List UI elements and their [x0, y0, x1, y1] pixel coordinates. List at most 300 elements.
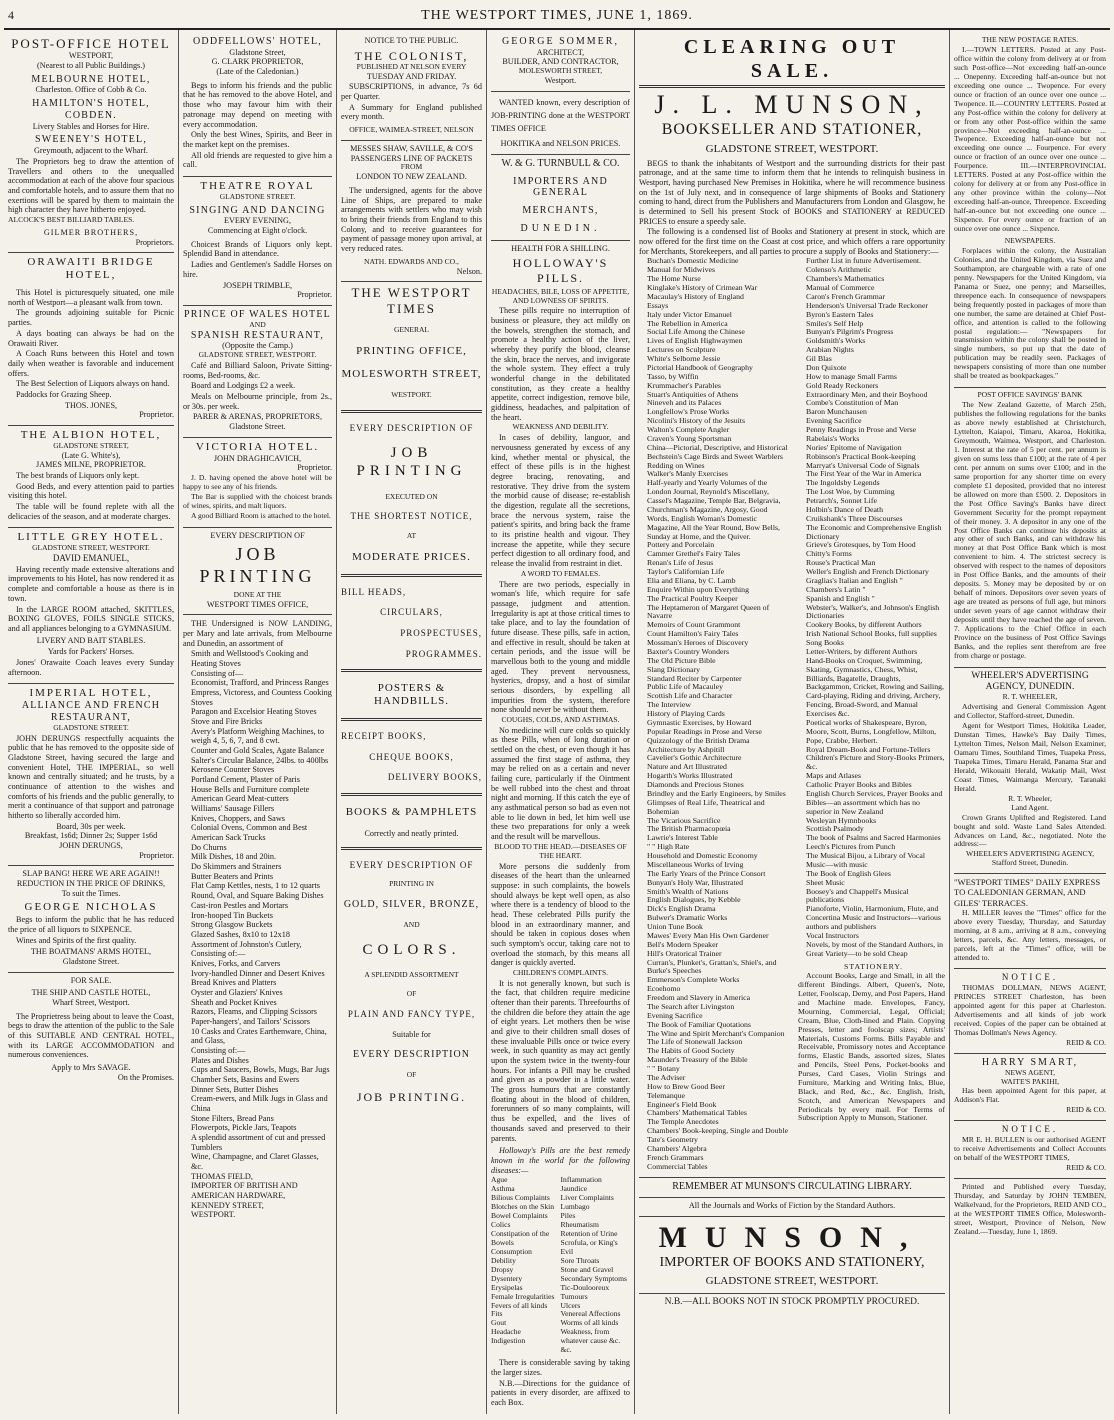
disease-item: Ague [491, 1175, 508, 1185]
column-5 [635, 30, 950, 1414]
ad-line: PROGRAMMES. [405, 648, 482, 659]
ad-body: H. MILLER leaves the "Times" office for the above every Tuesday, Thursday, and Saturday morning, at 8 a.m., arriving at 8 a.m., conveying letters, parcels, &c. Any letters, messages, or parcels, left at the "Times" office, will be attended to. [954, 907, 1106, 962]
ad-heading: PRINCE OF WALES HOTEL [184, 308, 331, 320]
ad-daily-express [954, 874, 1106, 969]
list-item: Knives, Choppers, and Saws [191, 813, 285, 823]
list-item: Empress, Victoress, and Countess Cooking Stoves [191, 688, 332, 707]
list-item: Portland Cement, Plaster of Paris [191, 775, 300, 785]
book-list-right-wrap [794, 257, 945, 1171]
ad-munson-importer [639, 1217, 945, 1294]
ad-body: No medicine will cure colds so quickly as these Pills, when of long duration or settled on the chest, or even though it has assumed the first stage of asthma, they may be relied on as a certain and never failing cure, particularly if the Ointment be well rubbed into the chest and throat night and morning. If this catch the eye of any asthmatical person so bad as even not able to lie down in bed, let him well use these two preparations for only a week and the result will be marvellous. [491, 725, 630, 842]
ad-line: SLAP BANG! HERE WE ARE AGAIN!! [22, 869, 160, 879]
list-item: Assortment of Johnston's Cutlery, Consisting of:— [191, 939, 302, 959]
book-item: Children's Picture and Story-Books Primers, &c. [806, 753, 945, 772]
ad-line: DUNEDIN. [520, 222, 601, 234]
book-item: Gymnastic Exercises, by Howard [647, 717, 752, 727]
book-item: " " Botany [647, 1064, 680, 1074]
book-item: Stuart's Antiquities of Athens [647, 389, 739, 399]
book-item: Webster's, Walker's, and Johnson's English Dictionaries [806, 602, 940, 621]
ad-line: EVERY DESCRIPTION OF [349, 859, 474, 870]
ad-signature: THOS. JONES, [64, 400, 118, 410]
ad-line: EXECUTED ON [385, 491, 438, 501]
ad-heading: WHEELER'S ADVERTISING AGENCY, DUNEDIN. [971, 670, 1089, 693]
book-item: Nicolini's History of the Jesuits [647, 416, 745, 426]
ad-body: THOMAS DOLLMAN, NEWS AGENT, PRINCES STREET Charleston, has been appointed agent for this paper at Charleston. Advertisements and all kinds of job work received. Copies of the paper can be obtained at Thomas Dollman's News Agency. [954, 983, 1106, 1037]
disease-item: Dropsy [491, 1264, 514, 1274]
disease-item: Bowel Complaints [491, 1211, 548, 1220]
ad-body: N.B.—Directions for the guidance of patients in every disorder, are affixed to each Box. [491, 1378, 630, 1407]
book-item: Taylor's Californian Life [647, 567, 725, 577]
book-item: Boosey's and Chappell's Musical publications [806, 886, 909, 905]
ad-line: Board, 30s per week. [56, 821, 126, 831]
list-item: Chamber Sets, Basins and Ewers [191, 1074, 300, 1084]
ad-heading: THE COLONIST, [354, 48, 469, 63]
ad-line: G. CLARK PROPRIETOR, [211, 57, 304, 67]
ad-harry-smart [954, 1054, 1106, 1122]
ad-line: MOLESWORTH STREET, [518, 66, 603, 76]
ad-line: GLADSTONE STREET, [53, 440, 129, 450]
ad-body: The best brands of Liquors only kept. [16, 471, 140, 481]
book-item: Holbin's Dance of Death [806, 504, 883, 514]
ad-heading: GEORGE SOMMER, [502, 36, 619, 47]
ad-body: Jones' Orawaite Coach leaves every Sunday afternoon. [8, 657, 174, 677]
book-item: Krummacher's Parables [647, 380, 721, 390]
book-item: Kinglake's History of Crimean War [647, 283, 758, 293]
list-item: Do Churns [191, 842, 227, 852]
list-item: Stove and Fire Bricks [191, 717, 263, 727]
list-item: Do Skimmers and Strainers [191, 862, 282, 872]
book-item: The Adviser [647, 1072, 686, 1082]
ad-munson-library [639, 1178, 945, 1199]
book-item: Robinson's Practical Book-keeping [806, 451, 916, 461]
ad-for-sale [8, 973, 174, 1088]
book-item: Chambers's Mathematics [806, 274, 885, 284]
ad-body: Choicest Brands of Liquors only kept. Splendid Band in attendance. [183, 239, 332, 259]
ad-body: The table will be found replete with all the delicacies of the season, and at moderate charges. [8, 502, 174, 521]
book-item: Emmerson's Complete Works [647, 975, 740, 985]
ad-line: Westport. [544, 75, 577, 85]
notice-dollman [954, 969, 1106, 1053]
list-item: Strong Glasgow Buckets [191, 920, 273, 930]
book-item: Weller's English and French Dictionary [806, 567, 929, 577]
list-item: Dinner Sets, Butter Dishes [191, 1084, 279, 1094]
book-item: Letter-Writers, by different Authors [806, 646, 918, 656]
list-item: Razors, Fleams, and Clipping Scissors [191, 1007, 317, 1017]
ad-body: Ladies and Gentlemen's Saddle Horses on hire. [183, 260, 332, 279]
ad-job-printing [183, 528, 332, 616]
ad-line: EVERY EVENING, [223, 216, 291, 226]
list-item: Paragon and Excelsior Heating Stoves [191, 707, 317, 717]
book-item: Catholic Prayer Books and Bibles [806, 780, 912, 790]
ad-body: Café and Billiard Saloon, Private Sitting-rooms, Bed-rooms, &c. [183, 360, 332, 380]
ad-body: J. D. having opened the above hotel will be happy to see any of his friends. [183, 472, 332, 491]
list-item: Ivory-handled Dinner and Desert Knives [191, 968, 325, 978]
book-item: Social Life Among the Chinese [647, 327, 745, 337]
list-item: American Sack Trucks [191, 833, 266, 843]
ad-holloways-pills [491, 241, 630, 1414]
ad-heading: VICTORIA HOTEL. [195, 440, 320, 453]
ad-heading: POST OFFICE SAVINGS' BANK [977, 390, 1083, 400]
disease-item: Rheumatism [560, 1219, 599, 1229]
ad-line: EVERY DESCRIPTION OF [210, 530, 305, 540]
disease-item: Indigestion [491, 1336, 526, 1346]
ad-body: Agent for Westport Times, Hokitika Leader, Dunstan Times, Hawke's Bay Daily Times, Lyttelton Times, Nelson Mail, Nelson Examiner, Oamaru Times, Southland Times, Tuapeka Press, Tuapeka Times, Timaru Herald, Panama Star and Herald, Wikouaiti Herald, Wakatip Mail, West Coast Times, Waimanga Mercury, Taranaki Herald. [954, 721, 1106, 793]
book-item: Gold Ready Reckoners [806, 380, 879, 390]
book-item: Baxter's Country Wonders [647, 646, 730, 656]
disease-item: Weakness, from whatever cause &c. &c. [560, 1327, 621, 1355]
book-item: The Early Years of the Prince Consort [647, 868, 766, 878]
ad-heading: GEORGE NICHOLAS [24, 901, 158, 914]
list-item: Smith and Wellstood's Cooking and Heating Stoves [191, 649, 309, 669]
book-item: Macaulay's History of England [647, 291, 744, 301]
ad-line: GLADSTONE STREET. [53, 722, 129, 732]
ad-heading: ALLIANCE AND FRENCH [21, 700, 161, 712]
ad-line: LIVERY AND BAIT STABLES. [36, 635, 146, 645]
list-item: KENNEDY STREET, [191, 1200, 264, 1210]
ad-line: THE BOATMANS' ARMS HOTEL, [30, 947, 152, 957]
list-item: Counter and Gold Scales, Agate Balance [191, 746, 325, 756]
ad-signature: JOHN DERUNGS, [59, 841, 123, 850]
ad-body: It is not generally known, but such is the fact, that children require medicine oftener than their parents. Threefourths of the children die before they attain the age of eight years. Let mothers then be wise and give to their children small doses of these invaluable Pills once or twice every week, in such quantity as may act gently upon the system twice in the twenty-four hours. For infants a Pill may be crushed and given as a powder in a little water. The gross humours that are constantly floating about in the blood of children, forerunners of so many complaints, will thus be expelled, and the lives of thousands saved and preserved to their parents. [491, 978, 630, 1143]
ad-heading: FOR SALE. [70, 975, 112, 985]
ad-role: Proprietor. [297, 463, 332, 473]
book-item: How to Brew Good Beer [647, 1081, 725, 1091]
ad-wheelers-agency [954, 668, 1106, 875]
book-item: The Wine and Spirit Merchant's Companion [647, 1028, 785, 1038]
ad-line: (Late of the Caledonian.) [216, 67, 299, 77]
ad-line: Gladstone Street, [229, 47, 286, 57]
ad-body: The grounds adjoining suitable for Picnic parties. [8, 308, 174, 328]
book-item: China—Pictorial, Descriptive, and Historical [647, 442, 788, 452]
ad-wanted [491, 92, 630, 155]
ad-signature: REID & CO. [1066, 1105, 1106, 1115]
ad-line: GLADSTONE STREET, WESTPORT. [198, 350, 317, 360]
ad-body: Only the best Wines, Spirits, and Beer in the market kept on the premises. [183, 130, 332, 149]
ad-body: The following is a condensed list of Books and Stationery at present in stock, which are now offered for the first time on the Coast at cost price, and which offers a rare opportunity for Merchants, Storekeepers, and all parties to procure a supply of Books and Stationery:— [639, 227, 945, 256]
list-item: Wine, Champagne, and Claret Glasses, &c. [191, 1152, 319, 1171]
ad-line: Breakfast, 1s6d; Dinner 2s; Supper 1s6d [24, 831, 158, 841]
book-item: Quizzology of the British Drama [647, 735, 750, 745]
disease-item: Lumbago [560, 1202, 590, 1212]
list-item: Oyster and Glaziers' Knives [191, 987, 283, 997]
ad-body: The Proprietors beg to draw the attention of Travellers and others to the unequalled accommodation at each of the above four spacious and comfortable hotels, and to assure them that no exertions will be spared by them to maintain the high character they have hitherto enjoyed. [8, 156, 174, 215]
ad-line: Greymouth, adjacent to the Wharf. [34, 146, 148, 156]
list-item: Economist, Trafford, and Princess Ranges [191, 678, 329, 688]
ad-signature: GILMER BROTHERS, [43, 227, 139, 237]
book-item: Walker's Manly Exercises [647, 469, 728, 479]
ad-line: EVERY DESCRIPTION OF [349, 422, 474, 433]
ad-body: Having recently made extensive alterations and improvements to his Hotel, has now rendered it as complete and comfortable a house as there is in town. [8, 564, 174, 603]
book-item: Leech's Pictures from Punch [806, 842, 896, 852]
list-item: Iron-hooped Tin Buckets [191, 910, 273, 920]
page-number: 4 [8, 8, 14, 22]
ad-munson-nb [639, 1294, 945, 1313]
disease-column [491, 1176, 561, 1355]
book-item: The Life of Stonewall Jackson [647, 1037, 743, 1047]
ad-body: A Coach Runs between this Hotel and town daily when weather is favorable and inducement offers. [8, 349, 174, 378]
book-item: Tasso, by Wiffin [647, 371, 699, 381]
ad-colonist [341, 33, 482, 141]
ad-line: JOHN DRAGHICAVICH, [213, 453, 302, 463]
ad-heading: MUNSON, [658, 1221, 926, 1255]
ad-line: BOOKS & PAMPHLETS [345, 806, 478, 819]
book-item: The First Year of the War in America [806, 469, 922, 479]
book-item: Miscellaneous Works of Irving [647, 859, 744, 869]
book-item: Chambers's Latin " [806, 584, 866, 594]
ad-line: Gladstone Street. [62, 957, 120, 967]
ad-body: This Hotel is picturesquely situated, one mile north of Westport—a pleasant walk from town. [8, 288, 174, 307]
book-item: Lawrie's Interest Table [647, 833, 718, 843]
book-item: Arabian Nights [806, 345, 854, 355]
disease-item: Erysipelas [491, 1282, 523, 1292]
ad-subheading: BLOOD TO THE HEAD.—DISEASES OF THE HEART. [494, 841, 627, 860]
column-4 [487, 30, 635, 1414]
book-item: Curran's, Plunket's, Grattan's, Shiel's, and Burke's Speeches [647, 957, 777, 976]
ad-line: GLADSTONE STREET, WESTPORT. [32, 543, 150, 553]
book-item: Essays [647, 300, 669, 310]
book-item: Scottish Psalmody [806, 824, 864, 834]
book-item: Marryat's Universal Code of Signals [806, 460, 920, 470]
book-item: The Vicarious Sacrifice [647, 815, 721, 825]
disease-item: Tic-Doulooreux [560, 1282, 610, 1292]
ad-heading: THEATRE ROYAL [200, 179, 315, 192]
ad-line: R. T. WHEELER, [1002, 692, 1058, 702]
book-item: Spanish and English " [806, 593, 875, 603]
book-item: Graglias's Italian and English " [806, 575, 903, 585]
ad-line: N.B.—ALL BOOKS NOT IN STOCK PROMPTLY PROCURED. [664, 1296, 920, 1307]
ad-body: Begs to inform his friends and the public that he has removed to the above Hotel, and those who may favour him with their patronage may depend on meeting with every accommodation. [183, 80, 332, 129]
ad-line: BUILDER, AND CONTRACTOR, [502, 57, 619, 67]
ad-heading: BOOKSELLER AND STATIONER, [661, 120, 923, 138]
ad-body: Crown Grants Uplifted and Registered. Land bought and sold. Waste Land Sales Attended. Advances on Land, &c., negotiated. Note the address:— [954, 812, 1106, 849]
disease-item: Blotches on the Skin [491, 1202, 555, 1212]
ad-body: The Bar is supplied with the choicest brands of wines, spirits, and malt liquors. [183, 491, 332, 510]
book-item: The Old Picture Bible [647, 655, 716, 665]
ad-theatre-royal [183, 177, 332, 306]
ad-subheading: WEAKNESS AND DEBILITY. [512, 422, 609, 432]
ad-line: AND [403, 919, 420, 929]
disease-item: Stone and Gravel [560, 1264, 614, 1274]
book-item: Scottish Life and Character [647, 691, 733, 701]
ad-line: AT [406, 531, 417, 540]
book-item: Baron Munchausen [806, 407, 867, 417]
ad-heading: SPANISH RESTAURANT, [190, 329, 325, 341]
book-item: Dick's English Drama [647, 904, 716, 914]
disease-item: Ulcers [560, 1300, 581, 1310]
ad-heading: J. L. MUNSON, [654, 90, 930, 120]
book-item: Architecture by Ashpitill [647, 744, 725, 754]
book-item: The Heptameron of Margaret Queen of Navarre [647, 602, 770, 621]
ad-line: DELIVERY BOOKS, [387, 772, 482, 783]
book-item: Public Life of Macauley [647, 682, 723, 692]
book-item: Bell's Modern Speaker [647, 939, 719, 949]
book-item: Grieve's Grotesques, by Tom Hood [806, 540, 916, 550]
book-item: Tate's Geometry [647, 1135, 698, 1145]
disease-item: Colics [491, 1219, 511, 1229]
ad-body: There is considerable saving by taking the larger sizes. [491, 1358, 630, 1377]
book-item: The Habits of Good Society [647, 1046, 735, 1056]
book-item: Longfellow's Prose Works [647, 407, 730, 417]
list-item: Plates and Dishes [191, 1055, 249, 1065]
ad-heading: HARRY SMART, [981, 1056, 1079, 1068]
book-item: Half-yearly and Yearly Volumes of the London Journal, Reynold's Miscellany, Cassel's Magazine, Temple Bar, Belgravia, Churchman's Magazine, Argosy, Good Words, English Woman's Domestic Magazine, All the Year Round, Bow Bells, Sunday at Home, and the Quiver. [647, 478, 781, 541]
book-item: Royal Dream-Book and Fortune-Tellers [806, 744, 931, 754]
ad-line: PLAIN AND FANCY TYPE, [347, 1009, 476, 1020]
book-item: Gil Blas [806, 354, 832, 364]
book-item: Lives of English Highwaymen [647, 336, 743, 346]
book-item: Extraordinary Men, and their Boyhood [806, 389, 928, 399]
book-item: Byron's Eastern Tales [806, 309, 874, 319]
list-item: IMPORTER OF BRITISH AND AMERICAN HARDWARE, [191, 1181, 298, 1200]
ad-body: There are two periods, especially in woman's life, which require for safe passage, judgment and attention. Irregularity is apt at those critical times to take place, and to lay the foundation of future disease. These pills, safe in action, and effective in result, should be taken at certain periods, and the issue will be marvellous both to the young and middle aged. They prevent nervousness, hysterics, dropsy, and a host of similar serious disorders, by expelling all impurities from the system, therefore none should never be without them. [491, 579, 630, 715]
book-list-left [639, 257, 790, 1171]
list-item: 10 Casks and Crates Earthenware, China, and Glass, [191, 1026, 327, 1046]
book-item: Pottery and Porcelain [647, 540, 715, 550]
ad-line: HEALTH FOR A SHILLING. [511, 243, 610, 253]
book-item: Evening Sacrifice [647, 1010, 703, 1020]
ad-line: NOTICE TO THE PUBLIC. [364, 36, 459, 45]
book-item: Combe's Constitution of Man [806, 398, 899, 408]
list-item: Knives, Forks, and Carvers [191, 958, 281, 968]
ad-line: POSTERS & HANDBILLS. [373, 682, 450, 708]
book-item: The Lost Woe, by Cumming [806, 487, 895, 497]
ad-line: Livery Stables and Horses for Hire. [32, 121, 150, 131]
ad-line: EVERY DESCRIPTION [353, 1049, 470, 1061]
column-2 [179, 30, 337, 1414]
book-item: Don Quixote [806, 362, 847, 372]
ad-heading: NOTICE. [1001, 972, 1059, 983]
ad-heading: ODDFELLOWS' HOTEL, [193, 36, 322, 47]
book-item: Household and Domestic Economy [647, 851, 758, 861]
ad-line: MODERATE PRICES. [352, 550, 471, 563]
book-item: Henderson's Universal Trade Reckoner [806, 300, 929, 310]
ad-albion-hotel [8, 426, 174, 529]
disease-item: Venereal Affections [560, 1309, 621, 1319]
ad-role: Land Agent. [1011, 802, 1049, 812]
ad-line: Wharf Street, Westport. [52, 998, 130, 1008]
list-item: Glazed Sashes, 8x10 to 12x18 [191, 929, 290, 939]
list-item: Flat Camp Kettles, nests, 1 to 12 quarts [191, 881, 320, 891]
disease-item: Asthma [491, 1184, 515, 1194]
book-item: Mawes' Every Man His Own Gardener [647, 930, 769, 940]
ad-line: Stafford Street, Dunedin. [991, 858, 1069, 868]
list-item: THOMAS FIELD, [191, 1171, 253, 1181]
list-item: Consisting of— [191, 668, 244, 678]
book-item: English Dialogues, by Kebble [647, 895, 741, 905]
disease-item: Bilious Complaints [491, 1193, 550, 1203]
book-item: Penny Readings in Prose and Verse [806, 425, 917, 435]
book-item: Song Books [806, 638, 844, 648]
book-item: Elia and Eliana, by C. Lamb [647, 575, 736, 585]
ad-body: In cases of debility, languor, and nervousness generated by excess of any kind, whether mental or physical, the effect of these pills is in the highest degree bracing, renovating, and restorative. They drive from the system the morbid cause of disease; re-establish the digestion, regulate all the secretions, brace the nervous system, raise the patient's spirits, and bring back the frame to its pristine health and vigour. They increase the appetite, while they secure perfect digestion to all ordinary food, and release the invalid from restraint in diet. [491, 433, 630, 568]
book-item: Cookery Books, by different Authors [806, 620, 922, 630]
ad-turnbull [491, 155, 630, 241]
ad-line: ALCOCK'S BEST BILLIARD TABLES. [8, 214, 135, 224]
ad-body: Account Books, Large and Small, in all the different Bindings. Albert, Queen's, Note, Letter, Foolscap, Demy, and Post Papers, Hand and Machine made. Envelopes, Fancy, Mourning, Commercial, Legal, Official; Cream, Blue, Cloth-lined and Plain. Copying Presses, letter and foolscap sizes; Artists' Materials, Customs Forms. Bills Payable and Receivable, Promissory notes and Acceptance forms, Elastic Bands, assorted sizes, Slates and Pencils, Steel Pens, Pocket-books and Purses, Card Cases, Violin Strings and Furniture, Marking and Writing Inks, Blue, Black, and Red, &c., &c. English, Irish, Scotch, and American Newspapers and Periodicals by every mail. For Terms of Subscription Apply to Munson, Stationer. [798, 971, 945, 1123]
ad-subheading: A WORD TO FEMALES. [520, 568, 601, 578]
ad-body: These pills require no interruption of business or pleasure, they act mildly on the bowels, strengthen the stomach, and promote a healthy action of the liver, whereby they purify the blood, cleanse the skin, brace the nerves, and invigorate the whole system. They effect a truly wonderful change in the debilitated constitution, as they create a healthy appetite, correct indigestion, remove bile, giddiness, headaches, and palpitation of the heart. [491, 306, 630, 422]
ad-subheading: CHILDREN'S COMPLAINTS. [512, 967, 609, 977]
ad-heading: IMPERIAL HOTEL, [29, 687, 153, 700]
ad-body: BEGS to thank the inhabitants of Westport and the surrounding districts for their past patronage, and at the same time to inform them that he intends to relinquish business in Westport, having purchased New Premises in Hokitika, where he will recommence business on the 1st of July next, and in consequence of large shipments of Books and Stationery coming to hand, direct from the Publishers and Manufacturers from London and Glasgow, he is determined to Sell his present Stock of BOOKS and STATIONERY at REDUCED PRICES to ensure a speedy sale. [639, 158, 945, 226]
ad-heading: JOB PRINTING [199, 544, 316, 586]
ad-body: JOHN DERUNGS respectfully acquaints the public that he has removed to the opposite side of Gladstone Street, having secured the large and convenient Hotel, THE IMPERIAL, so well known and centrally situated; and he trusts, by a continuance of attention to the wishes and comforts of his friends and the public generally, to merit a continuance of that support and patronage hitherto so liberally accorded him. [8, 733, 174, 820]
book-item: Commercial Tables [647, 1161, 708, 1171]
book-item: Telemanque [647, 1090, 685, 1100]
newspaper-page [4, 4, 1110, 1416]
ad-line: THE SHORTEST NOTICE, [350, 511, 473, 522]
book-item: Hill's Oratorical Trainer [647, 948, 722, 958]
ad-body: Good Beds, and every attention paid to parties visiting this hotel. [8, 481, 174, 501]
ad-line: FROM [400, 162, 423, 172]
book-item: Irish National School Books, full supplies [806, 629, 937, 639]
book-item: The book of Psalms and Sacred Harmonies [806, 833, 941, 843]
book-item: Freedom and Slavery in America [647, 993, 751, 1003]
book-item: Bulwer's Dramatic Works [647, 913, 728, 923]
book-item: Hand-Books on Croquet, Swimming, Skating, Gymnastics, Chess, Whist, Billiards, Bagatelle, Draughts, Backgammon, Cricket, Rowing and Sailing, Card-playing, Riding and driving, Archery, Fencing, Broad-Sword, and Manual Exercises &c. [806, 655, 944, 719]
book-item: Rabelais's Works [806, 433, 860, 443]
book-item: Chambers' Book-keeping, Single and Double [647, 1126, 789, 1136]
book-item: Union Tune Book [647, 922, 703, 932]
book-item: History of Playing Cards [647, 709, 725, 719]
ad-line: WHEELER'S ADVERTISING AGENCY, [966, 849, 1094, 859]
ad-line: RECEIPT BOOKS, [341, 731, 427, 742]
ad-line: DONE AT THE [233, 589, 282, 599]
book-item: Walton's Complete Angler [647, 425, 730, 435]
ad-line: To suit the Times. [61, 888, 121, 898]
book-item: Caron's French Grammar [806, 291, 885, 301]
book-item: The Rebellion in America [647, 318, 728, 328]
ad-heading: NEWSPAPERS. [1004, 235, 1056, 245]
book-item: Lectures on Sculpture [647, 345, 716, 355]
book-item: Nories' Epitome of Navigation [806, 442, 902, 452]
book-item: Colenso's Arithmetic [806, 265, 872, 275]
ad-body: Begs to inform the public that he has reduced the price of all liquors to SIXPENCE. [8, 915, 174, 934]
disease-item: Dysentery [491, 1273, 523, 1283]
item-list [183, 649, 332, 1220]
list-item: Bread Knives and Platters [191, 978, 277, 988]
list-item: House Bells and Furniture complete [191, 784, 310, 794]
ad-subheading: COUGHS, COLDS, AND ASTHMAS. [501, 714, 620, 724]
list-item: Kerosene Counter Stoves [191, 765, 275, 775]
ad-line: GENERAL [394, 324, 429, 334]
disease-table [491, 1176, 630, 1355]
book-item: Italy under Victor Emanuel [647, 309, 732, 319]
ad-line: On the Promises. [117, 1072, 174, 1082]
book-item: Bechstein's Cage Birds and Sweet Warblers [647, 451, 783, 461]
list-item: Consisting of:— [191, 1045, 246, 1055]
book-item: Maunder's Treasury of the Bible [647, 1055, 748, 1065]
ad-heading: "WESTPORT TIMES" DAILY EXPRESS TO CALEDONIAN GERMAN, AND GILES' TERRACES. [954, 877, 1101, 908]
ad-body: Paddocks for Grazing Sheep. [16, 389, 112, 399]
ad-body: MR E. H. BULLEN is our authorised AGENT to receive Advertisements and Collect Accounts on behalf of the WESTPORT TIMES, [954, 1134, 1106, 1162]
book-item: The Book of English Glees [806, 868, 891, 878]
ad-line: Charleston. Office of Cobb & Co. [35, 85, 147, 95]
ad-line: Gladstone Street. [229, 421, 286, 431]
book-item: Brindley and the Early Engineers, by Smiles [647, 788, 786, 798]
ad-line: HOKITIKA and NELSON PRICES. [500, 139, 621, 149]
list-item: Milk Dishes, 18 and 20in. [191, 852, 277, 862]
book-item: Mossman's Heroes of Discovery [647, 638, 749, 648]
ad-heading: ORAWAITI BRIDGE HOTEL, [27, 256, 155, 282]
ad-line: IMPORTERS AND GENERAL [513, 175, 608, 199]
list-item: WESTPORT. [191, 1210, 236, 1220]
book-item: How to manage Small Farms [806, 371, 897, 381]
disease-item: Sore Throats [560, 1255, 600, 1265]
ad-line: GLADSTONE STREET, WESTPORT. [705, 142, 879, 155]
ad-body: More persons die suddenly from diseases of the heart than the unlearned suppose: in such complaints, the bowels should always be kept well open, as also where there is a tendency of blood to the head. These celebrated Pills purify the blood in an extraordinary manner, and should be taken in copious doses when such symptom's occur, taking care not to overload the stomach, by this means all danger is quickly averted. [491, 861, 630, 968]
ad-line: OFFICE, WAIMEA-STREET, NELSON [349, 125, 474, 135]
